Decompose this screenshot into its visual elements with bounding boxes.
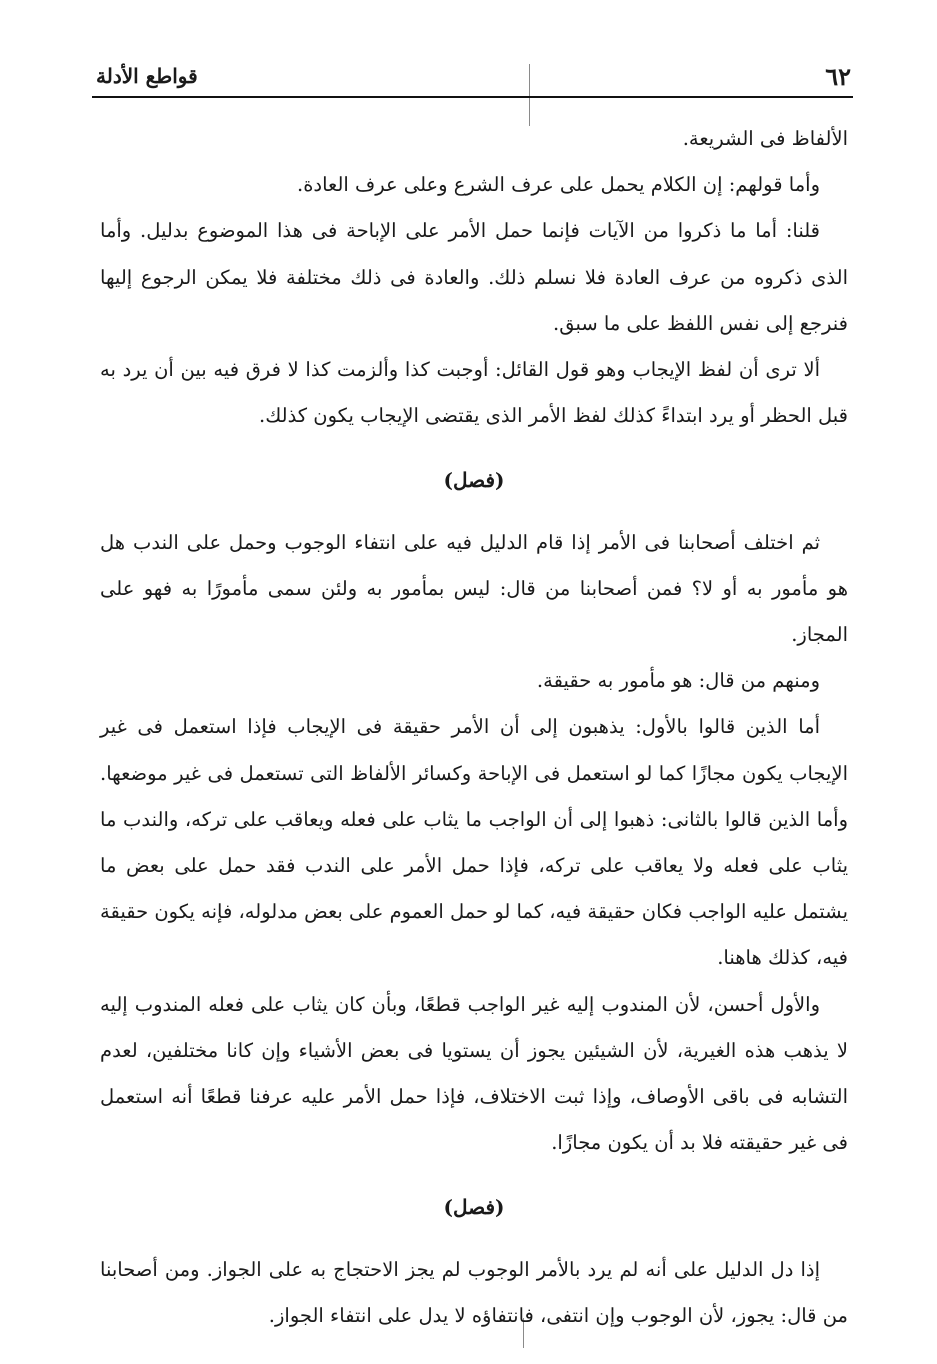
paragraph: قلنا: أما ما ذكروا من الآيات فإنما حمل الأمر على الإباحة فى هذا الموضوع بدليل. وأما الذى ذكروه من عرف العادة فلا نسلم ذلك. والعادة فى ذلك مختلفة فلا يمكن الرجوع إليها فنرجع إلى نفس اللفظ على ما سبق. <box>100 219 848 335</box>
paragraph: والأول أحسن، لأن المندوب إليه غير الواجب قطعًا، وبأن كان يثاب على فعله المندوب إليه لا يذهب هذه الغيرية، لأن الشيئين يجوز أن يستويا فى بعض الأشياء وإن كانا مختلفين، لعدم التشابه فى باقى الأوصاف، وإذا ثبت الاختلاف، فإذا حمل الأمر عليه عرفنا قطعًا أنه استعمل فى غير حقيقته فلا بد أن يكون مجازًا. <box>100 992 848 1155</box>
page-number: ٦٢ <box>825 62 851 91</box>
paragraph-continuation: الألفاظ فى الشريعة. <box>682 127 848 150</box>
running-title: قواطع الأدلة <box>96 64 198 88</box>
header-rule <box>92 96 853 98</box>
paragraph: وأما قولهم: إن الكلام يحمل على عرف الشرع وعلى عرف العادة. <box>297 173 820 197</box>
paragraph: إذا دل الدليل على أنه لم يرد بالأمر الوجوب لم يجز الاحتجاج به على الجواز. ومن أصحابنا من قال: يجوز، لأن الوجوب وإن انتفى، فانتفاؤه لا يدل على انتفاء الجواز. <box>100 1257 848 1327</box>
body-text <box>100 116 848 1339</box>
paragraph: أما الذين قالوا بالأول: يذهبون إلى أن الأمر حقيقة فى الإيجاب فإذا استعمل فى غير الإيجاب يكون مجازًا كما لو استعمل فى الإباحة وكسائر الألفاظ التى تستعمل فى غير موضعها. وأما الذين قالوا بالثانى: ذهبوا إلى أن الواجب ما يثاب على فعله ويعاقب على تركه، والندب ما يثاب على فعله ولا يعاقب على تركه، فإذا حمل الأمر على الندب فقد حمل على بعض ما يشتمل عليه الواجب فكان حقيقة فيه، كما لو حمل العموم على بعض مدلوله، فإنه يكون حقيقة فيه، كذلك هاهنا. <box>100 715 848 970</box>
paragraph: ألا ترى أن لفظ الإيجاب وهو قول القائل: أوجبت كذا وألزمت كذا لا فرق فيه بين أن يرد به قبل الحظر أو يرد ابتداءً كذلك لفظ الأمر الذى يقتضى الإيجاب يكون كذلك. <box>100 358 848 428</box>
section-heading: (فصل) <box>443 1195 505 1220</box>
section-heading: (فصل) <box>443 468 505 493</box>
page-header <box>96 58 851 96</box>
paragraph: ومنهم من قال: هو مأمور به حقيقة. <box>536 669 820 693</box>
paragraph: ثم اختلف أصحابنا فى الأمر إذا قام الدليل فيه على انتفاء الوجوب وحمل على الندب هل هو مأمور به أو لا؟ فمن أصحابنا من قال: ليس بمأمور به ولئن سمى مأمورًا به فهو على المجاز. <box>100 530 848 647</box>
